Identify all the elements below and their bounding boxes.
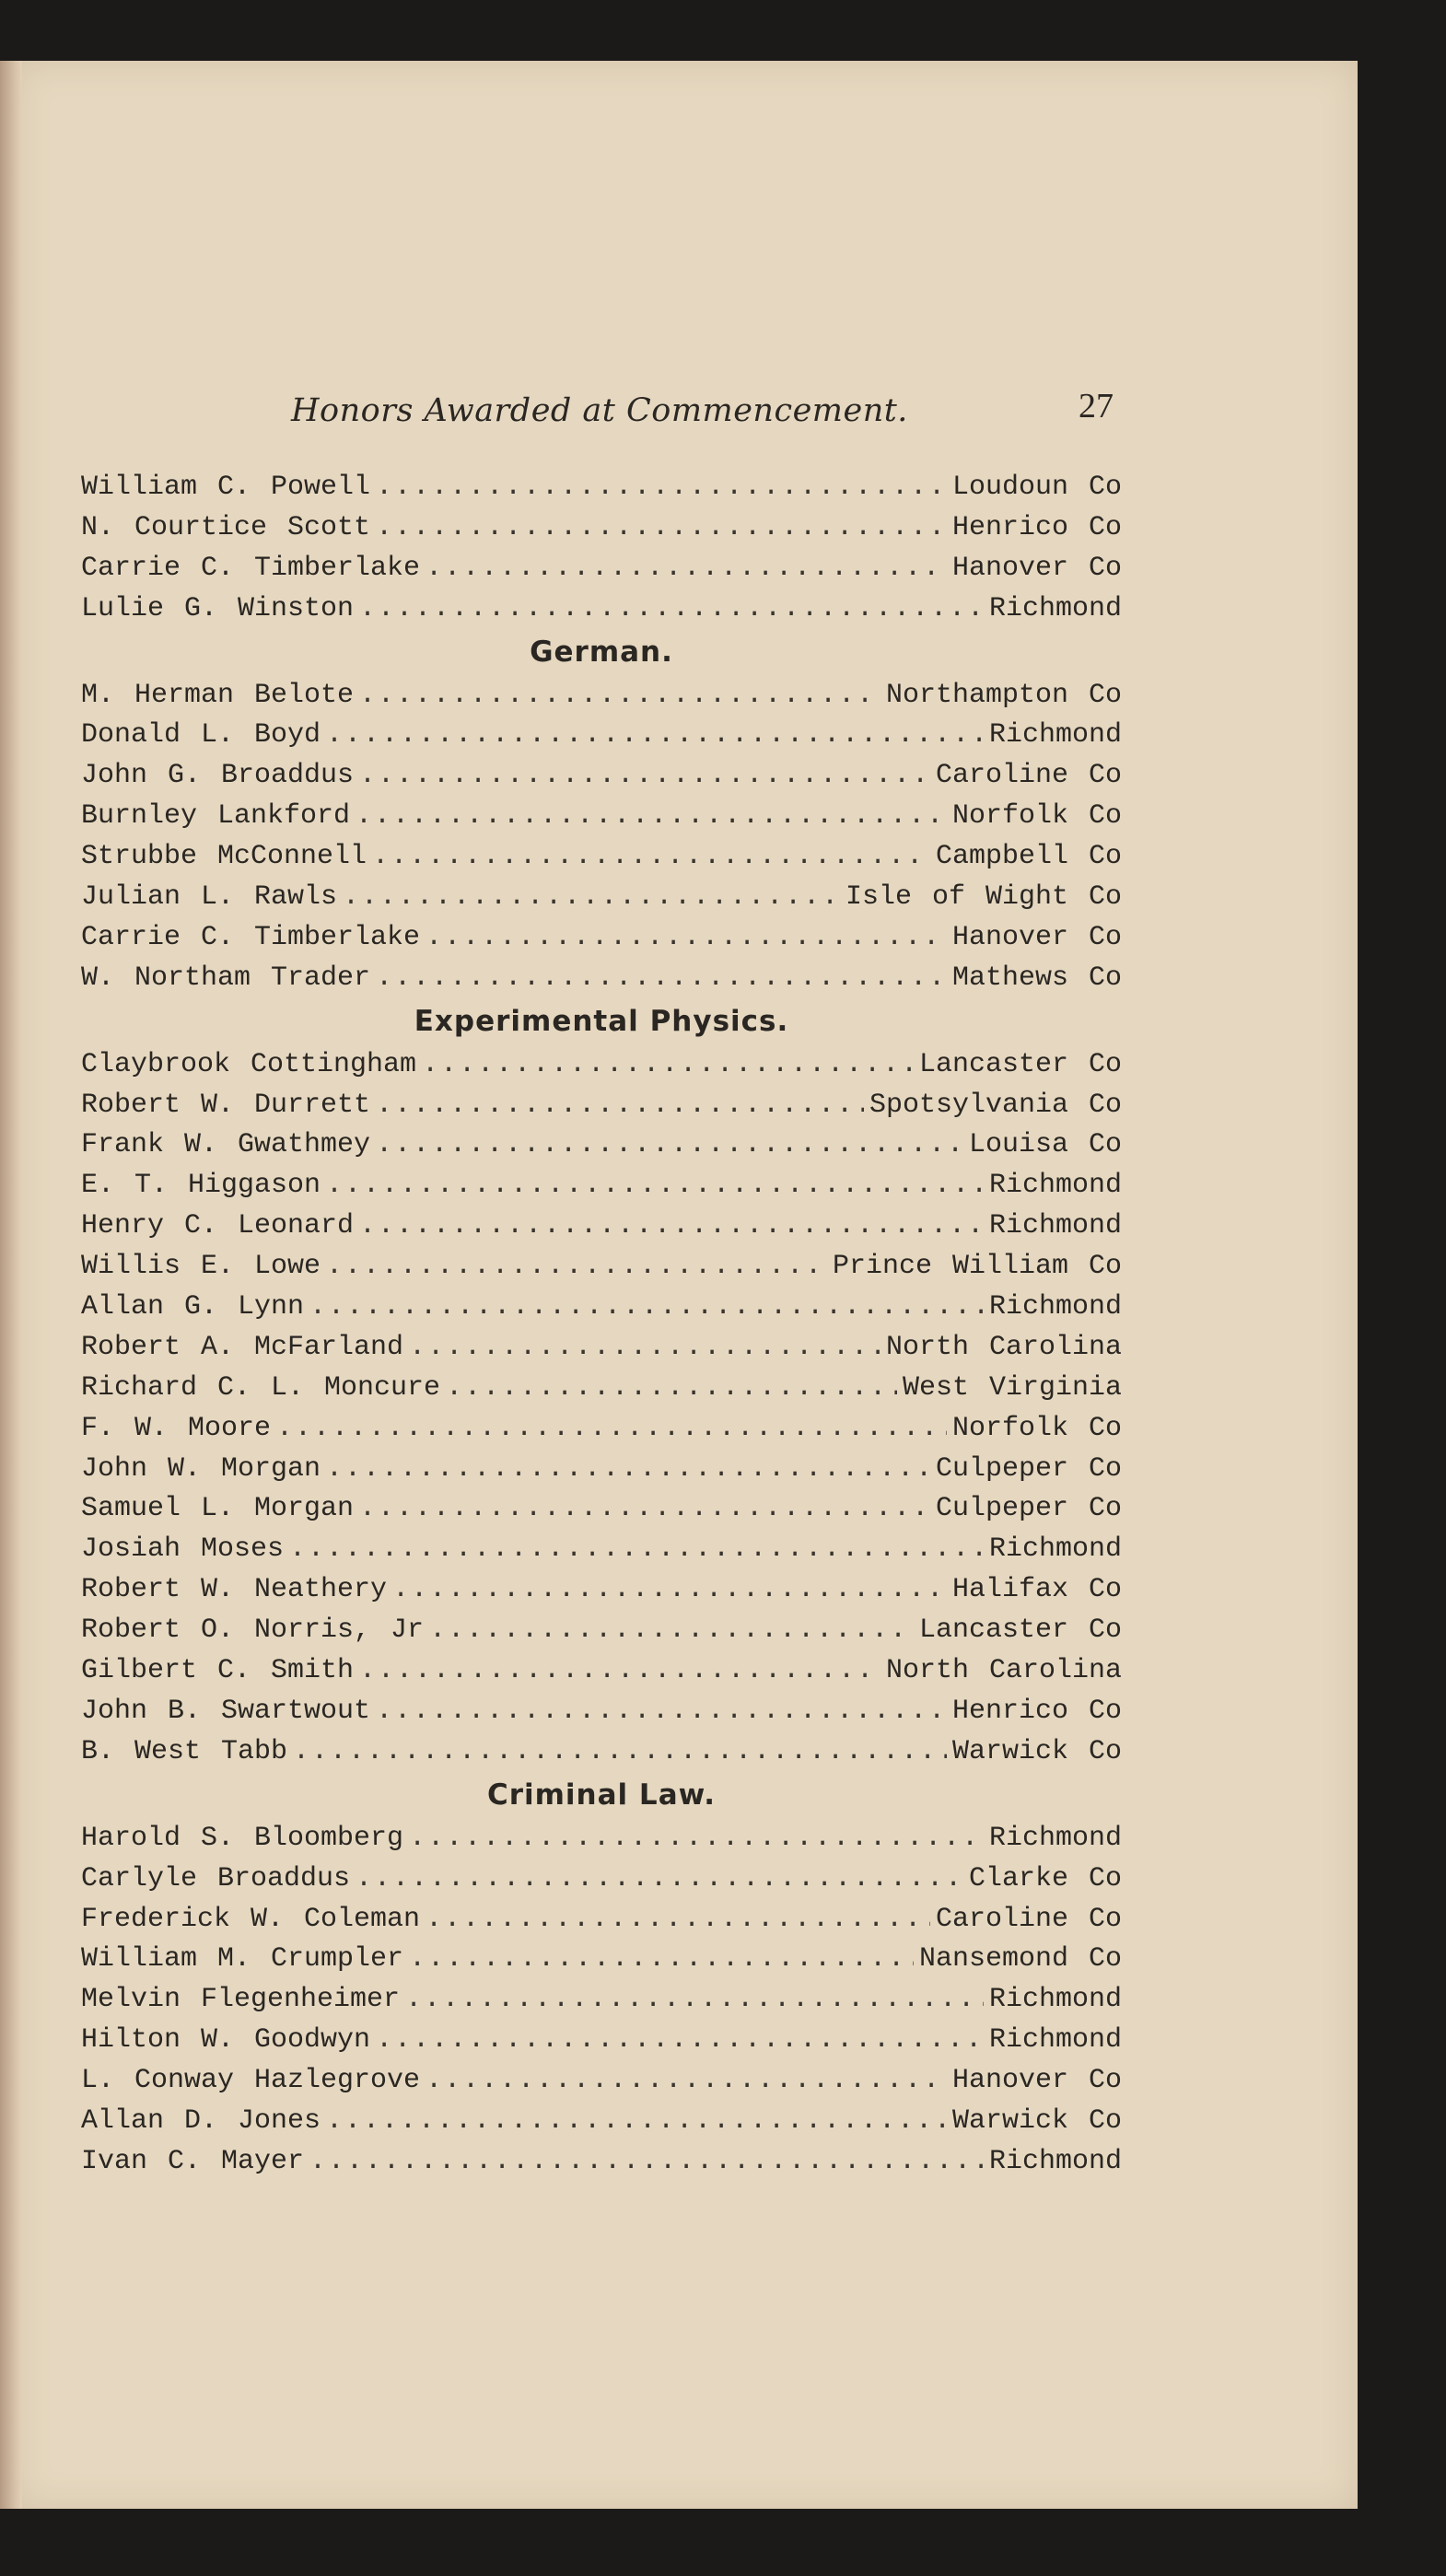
dot-leader bbox=[359, 1210, 984, 1241]
honor-entry bbox=[81, 1129, 1122, 1170]
student-name: Henry C. Leonard bbox=[81, 1210, 355, 1242]
dot-leader bbox=[309, 2146, 984, 2177]
dot-leader bbox=[289, 1533, 984, 1565]
honor-entry bbox=[81, 1943, 1122, 1984]
home-county: Caroline Co bbox=[935, 1903, 1122, 1935]
home-county: Halifax Co bbox=[951, 1574, 1122, 1606]
dot-leader bbox=[426, 553, 947, 584]
student-name: Carrie C. Timberlake bbox=[81, 921, 421, 953]
student-name: William C. Powell bbox=[81, 472, 371, 503]
home-county: Henrico Co bbox=[951, 511, 1122, 543]
dot-leader bbox=[359, 680, 880, 711]
honor-entry bbox=[81, 680, 1122, 720]
student-name: Lulie G. Winston bbox=[81, 592, 355, 624]
honor-entry bbox=[81, 553, 1122, 593]
student-name: Donald L. Boyd bbox=[81, 719, 321, 752]
student-name: Harold S. Bloomberg bbox=[81, 1822, 404, 1854]
home-county: Warwick Co bbox=[951, 1735, 1122, 1767]
honor-entry bbox=[81, 2146, 1122, 2186]
home-county: North Carolina bbox=[885, 1655, 1122, 1687]
page-number: 27 bbox=[1079, 387, 1114, 425]
home-county: Louisa Co bbox=[968, 1129, 1122, 1161]
home-county: Clarke Co bbox=[968, 1862, 1122, 1894]
section-heading: Experimental Physics. bbox=[414, 1004, 789, 1038]
dot-leader bbox=[426, 1904, 930, 1935]
student-name: Melvin Flegenheimer bbox=[81, 1984, 401, 2016]
home-county: Mathews Co bbox=[951, 962, 1122, 994]
home-county: Richmond bbox=[988, 592, 1122, 624]
honor-entry bbox=[81, 1904, 1122, 1944]
dot-leader bbox=[446, 1372, 897, 1404]
student-name: N. Courtice Scott bbox=[81, 511, 371, 543]
student-name: W. Northam Trader bbox=[81, 962, 371, 994]
home-county: Henrico Co bbox=[951, 1695, 1122, 1727]
home-county: Loudoun Co bbox=[951, 472, 1122, 503]
honor-entry bbox=[81, 1574, 1122, 1614]
student-name: John G. Broaddus bbox=[81, 760, 355, 792]
student-name: Robert W. Neathery bbox=[81, 1574, 388, 1606]
home-county: Culpeper Co bbox=[935, 1452, 1122, 1485]
honor-entry bbox=[81, 1049, 1122, 1090]
honor-entry bbox=[81, 1090, 1122, 1130]
honor-entry bbox=[81, 922, 1122, 962]
dot-leader bbox=[356, 800, 947, 832]
dot-leader bbox=[376, 512, 947, 543]
home-county: Lancaster Co bbox=[918, 1614, 1122, 1647]
home-county: Hanover Co bbox=[951, 2065, 1122, 2097]
dot-leader bbox=[359, 1493, 930, 1524]
student-name: John B. Swartwout bbox=[81, 1695, 371, 1727]
student-name: Carlyle Broaddus bbox=[81, 1862, 351, 1894]
student-name: Allan D. Jones bbox=[81, 2104, 321, 2137]
honor-entry bbox=[81, 1696, 1122, 1736]
dot-leader bbox=[426, 2065, 947, 2096]
page-edge-shadow bbox=[0, 61, 22, 2509]
dot-leader bbox=[326, 1251, 827, 1282]
home-county: Richmond bbox=[988, 1291, 1122, 1323]
dot-leader bbox=[309, 1291, 984, 1323]
honor-entry bbox=[81, 2105, 1122, 2146]
student-name: Carrie C. Timberlake bbox=[81, 552, 421, 584]
student-name: Frank W. Gwathmey bbox=[81, 1129, 371, 1161]
home-county: West Virginia bbox=[902, 1371, 1122, 1404]
dot-leader bbox=[426, 922, 947, 953]
honor-entry bbox=[81, 512, 1122, 553]
student-name: Gilbert C. Smith bbox=[81, 1655, 355, 1687]
honor-entry bbox=[81, 1251, 1122, 1291]
home-county: Richmond bbox=[988, 719, 1122, 752]
honor-entry bbox=[81, 1493, 1122, 1533]
honor-entry bbox=[81, 1863, 1122, 1904]
dot-leader bbox=[356, 1863, 963, 1894]
student-name: Burnley Lankford bbox=[81, 800, 351, 833]
dot-leader bbox=[405, 1984, 984, 2015]
student-name: Claybrook Cottingham bbox=[81, 1048, 417, 1080]
honors-listing bbox=[81, 472, 1122, 2186]
honor-entry bbox=[81, 1984, 1122, 2024]
student-name: John W. Morgan bbox=[81, 1452, 321, 1485]
page-paper bbox=[15, 61, 1358, 2509]
honor-entry bbox=[81, 1614, 1122, 1655]
home-county: Spotsylvania Co bbox=[869, 1089, 1122, 1121]
dot-leader bbox=[429, 1614, 914, 1646]
honor-entry bbox=[81, 1823, 1122, 1863]
honor-entry bbox=[81, 1210, 1122, 1251]
home-county: Richmond bbox=[988, 2145, 1122, 2177]
dot-leader bbox=[422, 1049, 914, 1080]
student-name: Robert O. Norris, Jr bbox=[81, 1614, 425, 1647]
dot-leader bbox=[409, 1823, 984, 1854]
honor-entry bbox=[81, 1655, 1122, 1696]
student-name: Robert A. McFarland bbox=[81, 1331, 404, 1363]
dot-leader bbox=[372, 841, 930, 872]
honor-entry bbox=[81, 881, 1122, 922]
honor-entry bbox=[81, 1736, 1122, 1777]
honor-entry bbox=[81, 2065, 1122, 2105]
student-name: Josiah Moses bbox=[81, 1533, 285, 1566]
home-county: Richmond bbox=[988, 2024, 1122, 2057]
dot-leader bbox=[376, 2024, 984, 2056]
section-heading: Criminal Law. bbox=[486, 1778, 717, 1812]
home-county: Hanover Co bbox=[951, 921, 1122, 953]
dot-leader bbox=[326, 1453, 930, 1485]
honor-entry bbox=[81, 1170, 1122, 1210]
student-name: L. Conway Hazlegrove bbox=[81, 2065, 421, 2097]
student-name: Willis E. Lowe bbox=[81, 1251, 321, 1283]
honor-entry bbox=[81, 719, 1122, 760]
honor-entry bbox=[81, 1533, 1122, 1574]
honor-entry bbox=[81, 1372, 1122, 1413]
dot-leader bbox=[409, 1943, 914, 1975]
dot-leader bbox=[326, 719, 984, 751]
student-name: Strubbe McConnell bbox=[81, 841, 367, 873]
honor-entry bbox=[81, 1453, 1122, 1494]
student-name: M. Herman Belote bbox=[81, 679, 355, 711]
dot-leader bbox=[359, 760, 930, 791]
student-name: Richard C. L. Moncure bbox=[81, 1371, 441, 1404]
dot-leader bbox=[326, 2105, 947, 2137]
honor-entry bbox=[81, 1332, 1122, 1372]
dot-leader bbox=[376, 1696, 947, 1727]
student-name: Ivan C. Mayer bbox=[81, 2145, 305, 2177]
home-county: Northampton Co bbox=[885, 679, 1122, 711]
home-county: Richmond bbox=[988, 1210, 1122, 1242]
running-head: Honors Awarded at Commencement. bbox=[291, 392, 908, 429]
student-name: Allan G. Lynn bbox=[81, 1291, 305, 1323]
dot-leader bbox=[392, 1574, 947, 1605]
home-county: Richmond bbox=[988, 1984, 1122, 2016]
home-county: Isle of Wight Co bbox=[845, 881, 1122, 914]
honor-entry bbox=[81, 800, 1122, 841]
honor-entry bbox=[81, 2024, 1122, 2065]
dot-leader bbox=[376, 1129, 963, 1160]
home-county: North Carolina bbox=[885, 1331, 1122, 1363]
home-county: Richmond bbox=[988, 1822, 1122, 1854]
honor-entry bbox=[81, 1413, 1122, 1453]
dot-leader bbox=[359, 593, 984, 624]
student-name: Samuel L. Morgan bbox=[81, 1493, 355, 1525]
student-name: William M. Crumpler bbox=[81, 1943, 404, 1976]
honor-entry bbox=[81, 472, 1122, 512]
student-name: Robert W. Durrett bbox=[81, 1089, 371, 1121]
student-name: E. T. Higgason bbox=[81, 1170, 321, 1202]
dot-leader bbox=[276, 1413, 947, 1444]
student-name: F. W. Moore bbox=[81, 1412, 272, 1444]
dot-leader bbox=[343, 881, 840, 913]
section-heading: German. bbox=[530, 635, 673, 669]
dot-leader bbox=[376, 1090, 864, 1121]
student-name: B. West Tabb bbox=[81, 1735, 288, 1767]
honor-entry bbox=[81, 593, 1122, 634]
honor-entry bbox=[81, 962, 1122, 1003]
honor-entry bbox=[81, 841, 1122, 881]
dot-leader bbox=[293, 1736, 947, 1767]
home-county: Richmond bbox=[988, 1170, 1122, 1202]
honor-entry bbox=[81, 760, 1122, 800]
student-name: Julian L. Rawls bbox=[81, 881, 338, 914]
dot-leader bbox=[376, 472, 947, 503]
home-county: Richmond bbox=[988, 1533, 1122, 1566]
home-county: Warwick Co bbox=[951, 2104, 1122, 2137]
home-county: Hanover Co bbox=[951, 552, 1122, 584]
dot-leader bbox=[326, 1170, 984, 1201]
dot-leader bbox=[376, 962, 947, 994]
home-county: Caroline Co bbox=[935, 760, 1122, 792]
home-county: Culpeper Co bbox=[935, 1493, 1122, 1525]
dot-leader bbox=[359, 1655, 880, 1686]
home-county: Nansemond Co bbox=[918, 1943, 1122, 1976]
home-county: Lancaster Co bbox=[918, 1048, 1122, 1080]
dot-leader bbox=[409, 1332, 880, 1363]
student-name: Hilton W. Goodwyn bbox=[81, 2024, 371, 2057]
home-county: Prince William Co bbox=[832, 1251, 1122, 1283]
home-county: Norfolk Co bbox=[951, 1412, 1122, 1444]
honor-entry bbox=[81, 1291, 1122, 1332]
student-name: Frederick W. Coleman bbox=[81, 1903, 421, 1935]
home-county: Norfolk Co bbox=[951, 800, 1122, 833]
home-county: Campbell Co bbox=[935, 841, 1122, 873]
